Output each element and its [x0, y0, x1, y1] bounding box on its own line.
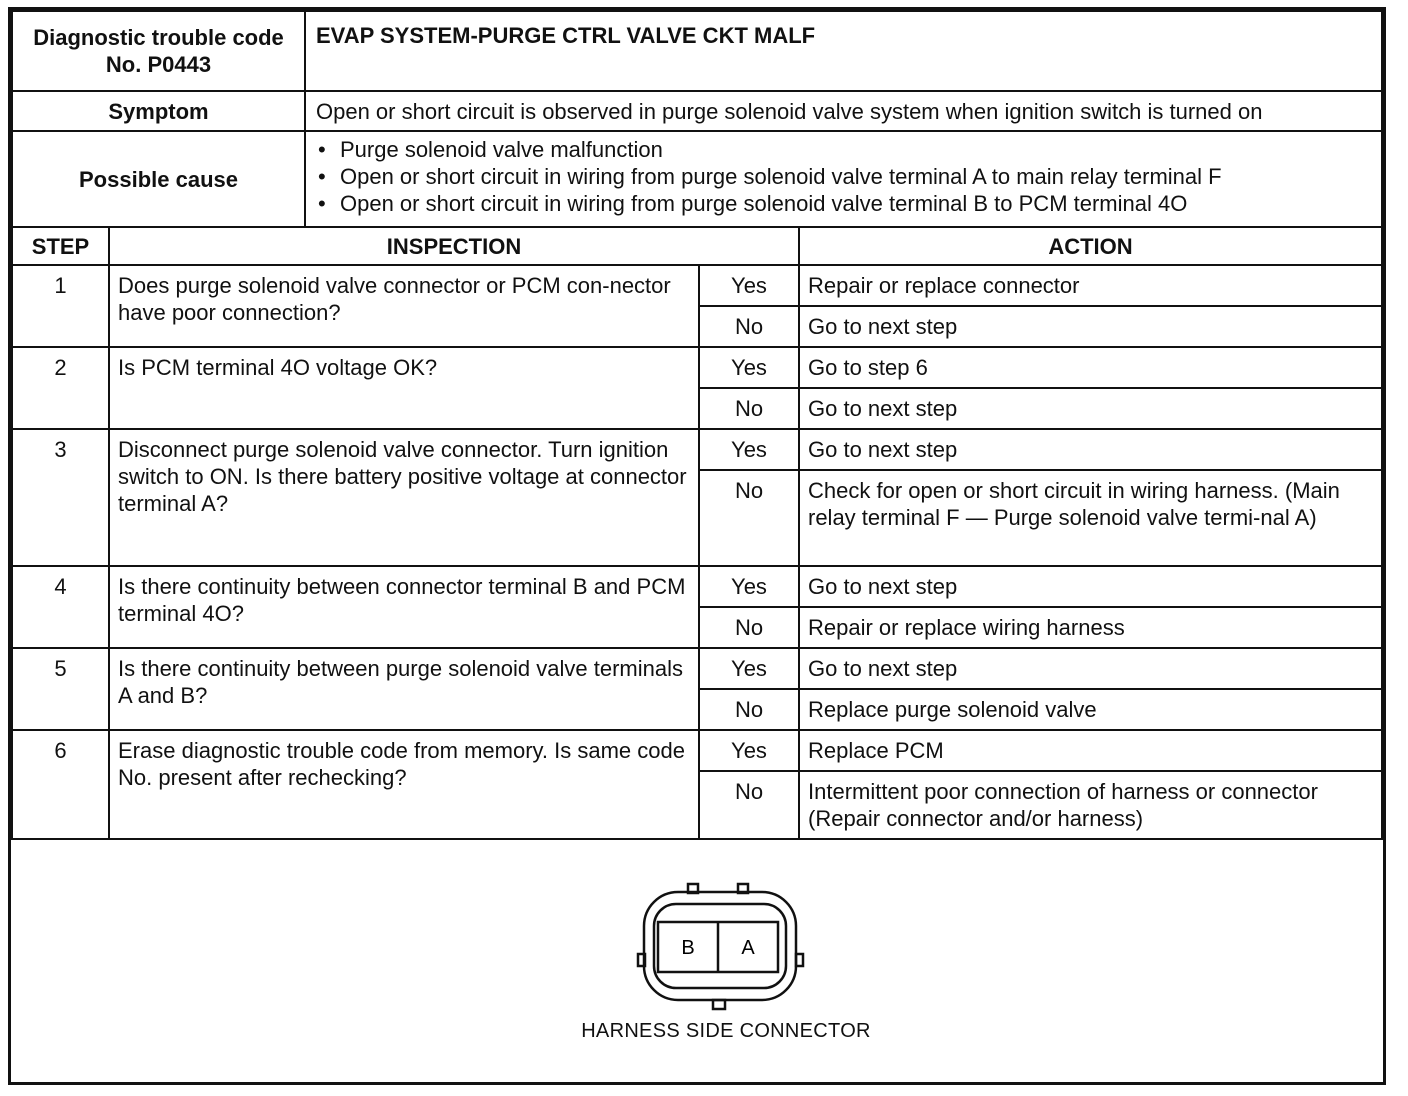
table-row	[12, 265, 1382, 306]
step-header: STEP	[12, 227, 109, 265]
cause-cell	[305, 131, 1382, 227]
terminal-a-label: A	[741, 937, 755, 959]
no-label: No	[699, 771, 799, 839]
connector-housing	[644, 892, 796, 1000]
table-row	[12, 347, 1382, 388]
yes-action: Go to next step	[799, 648, 1382, 689]
no-action: Go to next step	[799, 306, 1382, 347]
yes-label: Yes	[699, 730, 799, 771]
yes-label: Yes	[699, 566, 799, 607]
yes-label: Yes	[699, 429, 799, 470]
steps-table	[11, 226, 1383, 840]
action-header: ACTION	[799, 227, 1382, 265]
cause-item: • Open or short circuit in wiring from purge solenoid valve terminal B to PCM terminal 4O	[316, 190, 1371, 217]
cause-item: • Purge solenoid valve malfunction	[316, 136, 1371, 163]
no-action: Check for open or short circuit in wiring harness. (Main relay terminal F — Purge solenoid valve termi-nal A)	[799, 470, 1382, 566]
step-number: 2	[12, 347, 109, 429]
cause-list	[316, 136, 1371, 217]
step-number: 4	[12, 566, 109, 648]
inspection-text: Does purge solenoid valve connector or PCM con-nector have poor connection?	[109, 265, 699, 347]
cause-item: • Open or short circuit in wiring from purge solenoid valve terminal A to main relay terminal F	[316, 163, 1371, 190]
dtc-title: EVAP SYSTEM-PURGE CTRL VALVE CKT MALF	[305, 11, 1382, 91]
no-label: No	[699, 388, 799, 429]
connector-tab-right	[796, 954, 803, 966]
inspection-text: Erase diagnostic trouble code from memory. Is same code No. present after rechecking?	[109, 730, 699, 839]
no-action: Intermittent poor connection of harness or connector (Repair connector and/or harness)	[799, 771, 1382, 839]
table-row	[12, 648, 1382, 689]
table-row	[12, 429, 1382, 470]
yes-action: Go to next step	[799, 566, 1382, 607]
yes-action: Go to step 6	[799, 347, 1382, 388]
connector-diagram-area	[11, 838, 1383, 1082]
symptom-text: Open or short circuit is observed in purge solenoid valve system when ignition switch is turned on	[305, 91, 1382, 131]
cause-label: Possible cause	[12, 131, 305, 227]
table-row	[12, 566, 1382, 607]
table-row	[12, 730, 1382, 771]
diagnostic-sheet	[8, 7, 1386, 1085]
connector-tab-left	[638, 954, 645, 966]
inspection-header: INSPECTION	[109, 227, 799, 265]
dtc-header-table	[11, 10, 1383, 228]
connector-diagram	[11, 838, 1383, 1082]
symptom-label: Symptom	[12, 91, 305, 131]
no-action: Go to next step	[799, 388, 1382, 429]
yes-label: Yes	[699, 648, 799, 689]
yes-action: Go to next step	[799, 429, 1382, 470]
connector-caption: HARNESS SIDE CONNECTOR	[581, 1020, 871, 1042]
no-label: No	[699, 607, 799, 648]
connector-inner-frame	[654, 904, 786, 988]
yes-action: Replace PCM	[799, 730, 1382, 771]
inspection-text: Is there continuity between connector terminal B and PCM terminal 4O?	[109, 566, 699, 648]
no-label: No	[699, 306, 799, 347]
step-number: 5	[12, 648, 109, 730]
step-number: 1	[12, 265, 109, 347]
connector-tab-bottom	[713, 1000, 725, 1009]
inspection-text: Is there continuity between purge solenoid valve terminals A and B?	[109, 648, 699, 730]
dtc-label: Diagnostic trouble code No. P0443	[12, 11, 305, 91]
step-number: 3	[12, 429, 109, 566]
inspection-text: Is PCM terminal 4O voltage OK?	[109, 347, 699, 429]
yes-action: Repair or replace connector	[799, 265, 1382, 306]
no-action: Repair or replace wiring harness	[799, 607, 1382, 648]
inspection-text: Disconnect purge solenoid valve connector. Turn ignition switch to ON. Is there battery positive voltage at connector terminal A?	[109, 429, 699, 566]
yes-label: Yes	[699, 265, 799, 306]
yes-label: Yes	[699, 347, 799, 388]
no-action: Replace purge solenoid valve	[799, 689, 1382, 730]
terminal-b-label: B	[681, 937, 695, 959]
no-label: No	[699, 470, 799, 566]
step-number: 6	[12, 730, 109, 839]
no-label: No	[699, 689, 799, 730]
